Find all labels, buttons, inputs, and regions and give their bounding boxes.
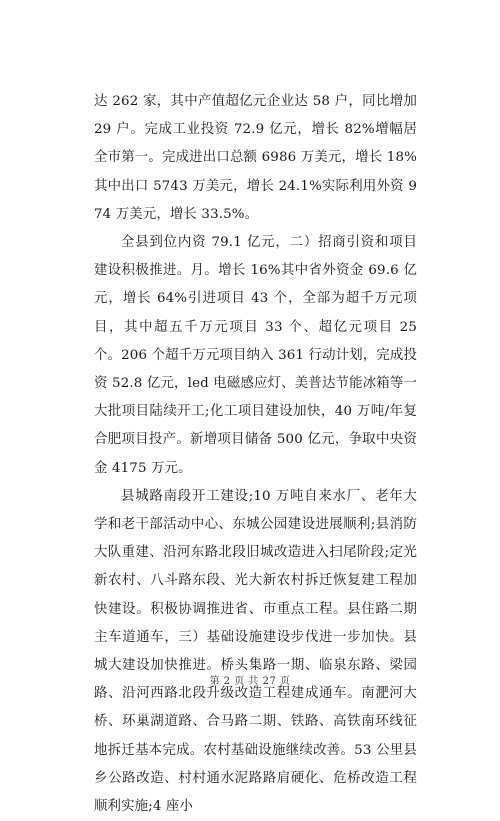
paragraph-3: 县城路南段开工建设;10 万吨自来水厂、老年大学和老干部活动中心、东城公园建设进展顺利;县消防大队重建、沿河东路北段旧城改造进入扫尾阶段;定光新农村、八斗路东段、光大新农村拆迁恢复建工程加快建设。积极协调推进省、市重点工程。县住路二期主车道通车，三）基础设施建设步伐进一步加快。县城大建设加快推进。桥头集路一期、临泉东路、梁园路、沿河西路北段升级改造工程建成通车。南淝河大桥、环巢湖道路、合马路二期、铁路、高铁南环线征地拆迁基本完成。农村基础设施继续改善。53 公里县乡公路改造、村村通水泥路路肩硬化、危桥改造工程顺利实施;4 座小	[94, 488, 417, 815]
paragraph-2: 全县到位内资 79.1 亿元，二）招商引资和项目建设积极推进。月。增长 16%其中省外资金 69.6 亿元，增长 64%引进项目 43 个，全部为超千万元项目，其中超五千万元项目 33 个、超亿元项目 25 个。206 个超千万元项目纳入 361 行动计划，完成投资 52.8 亿元，led 电磁感应灯、美普达节能冰箱等一大批项目陆续开工;化工项目建设加快，40 万吨/年复合肥项目投产。新增项目储备 500 亿元，争取中央资金 4175 万元。	[94, 235, 417, 476]
page-footer: 第 2 页 共 27 页	[209, 676, 291, 687]
document-body	[94, 88, 417, 821]
paragraph-1: 达 262 家，其中产值超亿元企业达 58 户，同比增加 29 户。完成工业投资 72.9 亿元，增长 82%增幅居全市第一。完成进出口总额 6986 万美元，增长 18%其中出口 5743 万美元，增长 24.1%实际利用外资 974 万美元，增长 33.5%。	[94, 94, 417, 222]
